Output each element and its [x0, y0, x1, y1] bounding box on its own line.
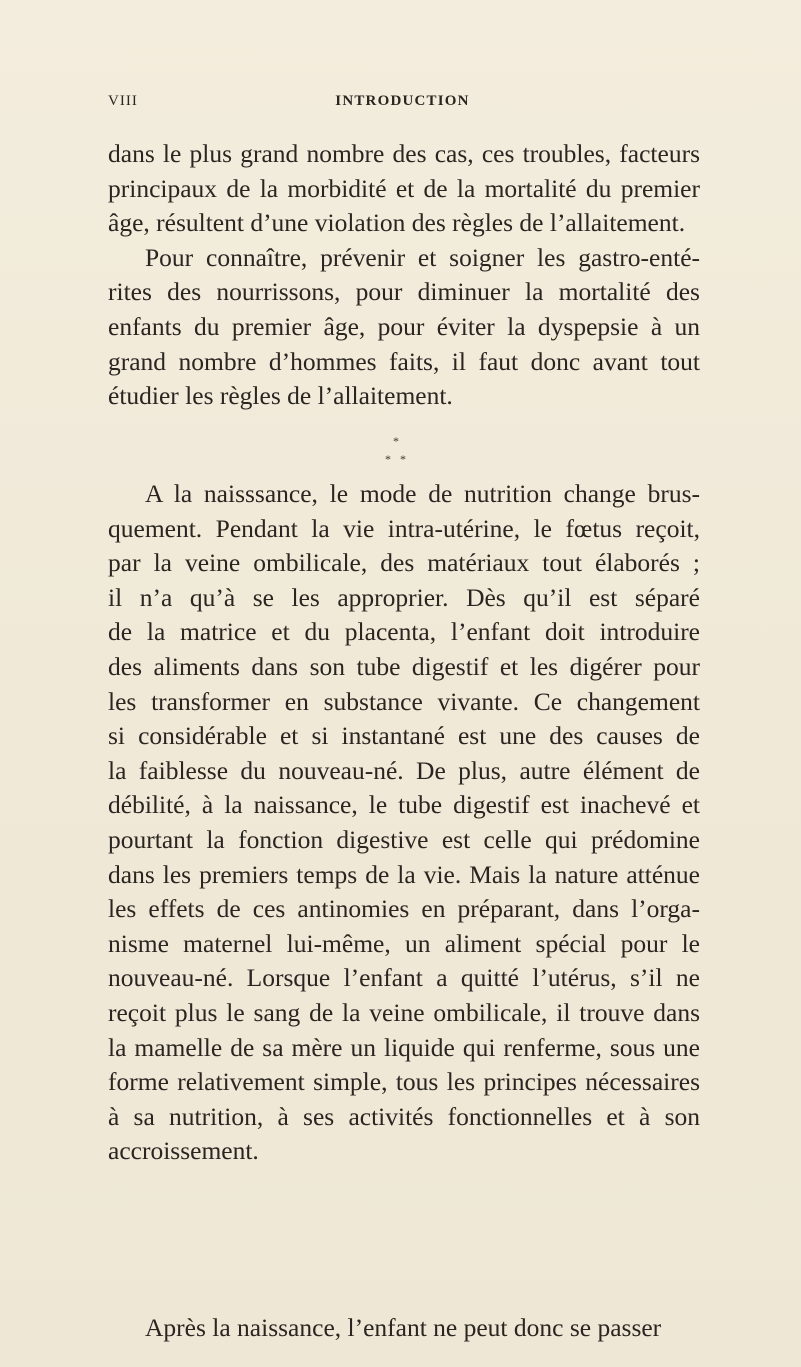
paragraph-continuation: [108, 137, 700, 241]
section-asterism: [0, 435, 801, 471]
asterism-star: *: [400, 452, 406, 466]
text-line: des aliments dans son tube digestif et les digérer pour: [108, 651, 700, 681]
text-line: principaux de la morbidité et de la mortalité du premier: [108, 173, 700, 203]
text-line: les transformer en substance vivante. Ce changement: [108, 686, 700, 716]
asterism-star: *: [385, 452, 391, 466]
text-line: grand nombre d’hommes faits, il faut donc avant tout: [108, 346, 700, 376]
text-line: accroissement.: [108, 1136, 259, 1166]
text-line: les effets de ces antinomies en préparant, dans l’orga-: [108, 894, 700, 924]
text-line: débilité, à la naissance, le tube digestif est inachevé et: [108, 790, 700, 820]
text-line: reçoit plus le sang de la veine ombilicale, il trouve dans: [108, 997, 701, 1027]
text-line: nisme maternel lui-même, un aliment spécial pour le: [108, 928, 700, 958]
text-line: nouveau-né. Lorsque l’enfant a quitté l’utérus, s’il ne: [108, 963, 700, 993]
text-line: si considérable et si instantané est une des causes de: [108, 721, 700, 751]
text-line: Après la naissance, l’enfant ne peut donc se passer: [145, 1313, 662, 1342]
paragraph: [108, 241, 700, 414]
paragraph: [108, 477, 700, 1169]
text-line: la mamelle de sa mère un liquide qui renferme, sous une: [108, 1032, 700, 1062]
text-block-main: [108, 477, 700, 1169]
page-number: VIII: [108, 93, 138, 109]
text-line: enfants du premier âge, pour éviter la dyspepsie à un: [108, 311, 700, 341]
text-line: dans les premiers temps de la vie. Mais la nature atténue: [108, 859, 700, 889]
text-line: par la veine ombilicale, des matériaux tout élaborés ;: [108, 548, 700, 578]
paragraph: [108, 1311, 700, 1346]
text-block-top: [108, 137, 700, 414]
text-line: à sa nutrition, à ses activités fonctionnelles et à son: [108, 1101, 700, 1131]
page-header: [108, 93, 697, 115]
text-line: dans le plus grand nombre des cas, ces troubles, facteurs: [108, 139, 700, 168]
asterism-star: *: [393, 434, 399, 448]
text-line: la faiblesse du nouveau-né. De plus, autre élément de: [108, 755, 700, 785]
running-head: INTRODUCTION: [335, 93, 470, 109]
text-line: pourtant la fonction digestive est celle qui prédomine: [108, 824, 700, 854]
text-line: rites des nourrissons, pour diminuer la mortalité des: [108, 277, 700, 307]
text-line: de la matrice et du placenta, l’enfant doit introduire: [108, 617, 700, 647]
text-line: forme relativement simple, tous les principes nécessaires: [108, 1067, 700, 1097]
text-line: étudier les règles de l’allaitement.: [108, 381, 453, 411]
text-line: quement. Pendant la vie intra-utérine, le fœtus reçoit,: [108, 513, 700, 543]
text-line: Pour connaître, prévenir et soigner les gastro-enté-: [145, 242, 700, 272]
text-line: âge, résultent d’une violation des règles de l’allaitement.: [108, 208, 686, 238]
text-line: A la naisssance, le mode de nutrition change brus-: [145, 479, 700, 508]
text-block-bottom: [108, 1311, 700, 1346]
text-line: il n’a qu’à se les approprier. Dès qu’il est séparé: [108, 582, 700, 612]
